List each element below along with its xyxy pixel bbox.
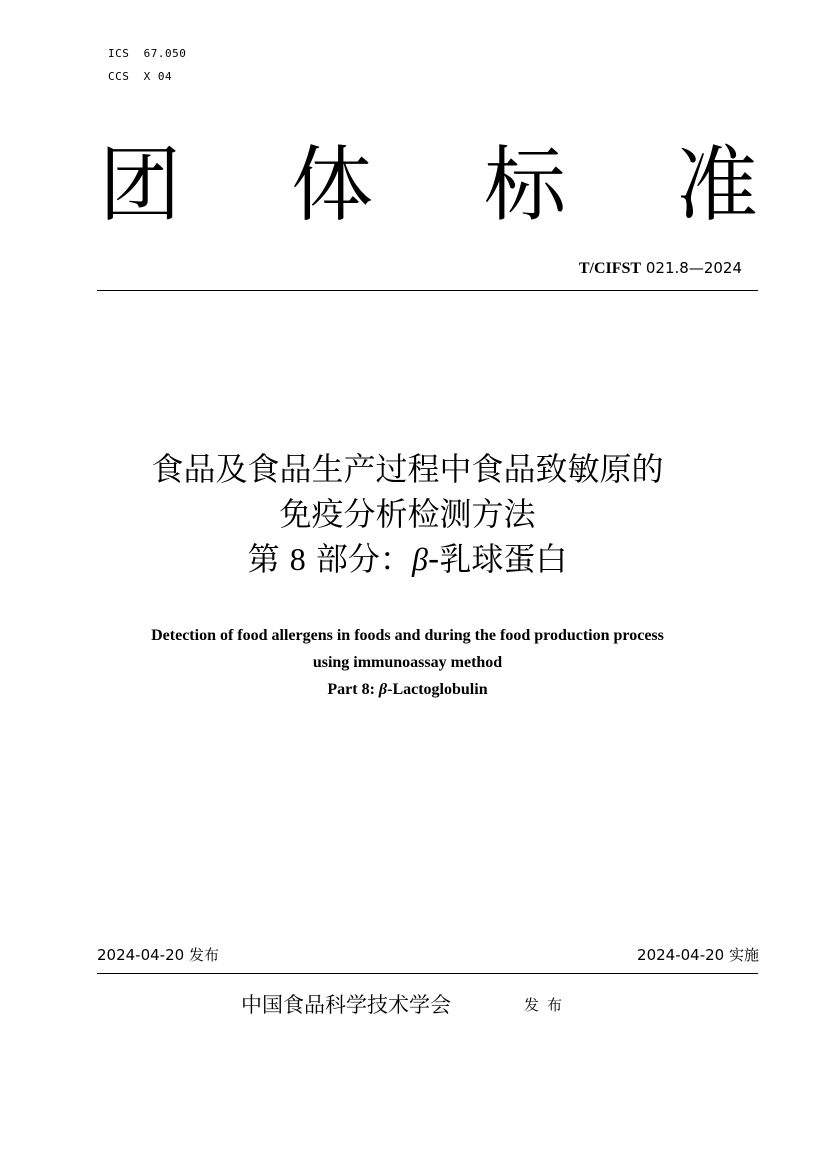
- english-title-line: Detection of food allergens in foods and during the food production process: [151, 627, 664, 644]
- header-divider: [97, 290, 758, 291]
- publisher-action: 发布: [524, 996, 571, 1014]
- part-subject: -Lactoglobulin: [387, 681, 488, 698]
- implementation-date: 2024-04-20 实施: [637, 946, 759, 964]
- english-title-line: using immunoassay method: [312, 654, 503, 671]
- beta-symbol: β: [378, 681, 388, 698]
- heading-char: 团: [99, 138, 182, 233]
- part-number: 8: [289, 541, 306, 577]
- publish-date: 2024-04-20 发布: [97, 946, 219, 964]
- heading-char: 准: [676, 138, 759, 233]
- publisher-name: 中国食品科学技术学会: [241, 993, 451, 1017]
- standard-code-prefix: T/CIFST: [578, 260, 642, 277]
- footer-divider: [97, 973, 758, 974]
- part-suffix: 部分：: [305, 540, 412, 578]
- english-title-part: [0, 679, 815, 701]
- chinese-title-part: [0, 540, 815, 578]
- part-prefix: Part 8:: [327, 681, 379, 698]
- ics-code: ICS 67.050: [108, 47, 187, 60]
- part-subject: -乳球蛋白: [427, 540, 568, 578]
- chinese-title-line: 免疫分析检测方法: [279, 495, 536, 533]
- standard-code-number: 021.8—2024: [641, 259, 742, 277]
- part-prefix: 第: [247, 540, 290, 578]
- beta-symbol: β: [411, 541, 428, 577]
- ccs-code: CCS X 04: [108, 70, 173, 83]
- heading-char: 标: [484, 138, 567, 233]
- heading-char: 体: [291, 138, 374, 233]
- chinese-title-line: 食品及食品生产过程中食品致敏原的: [151, 450, 664, 488]
- standard-code: [579, 259, 742, 278]
